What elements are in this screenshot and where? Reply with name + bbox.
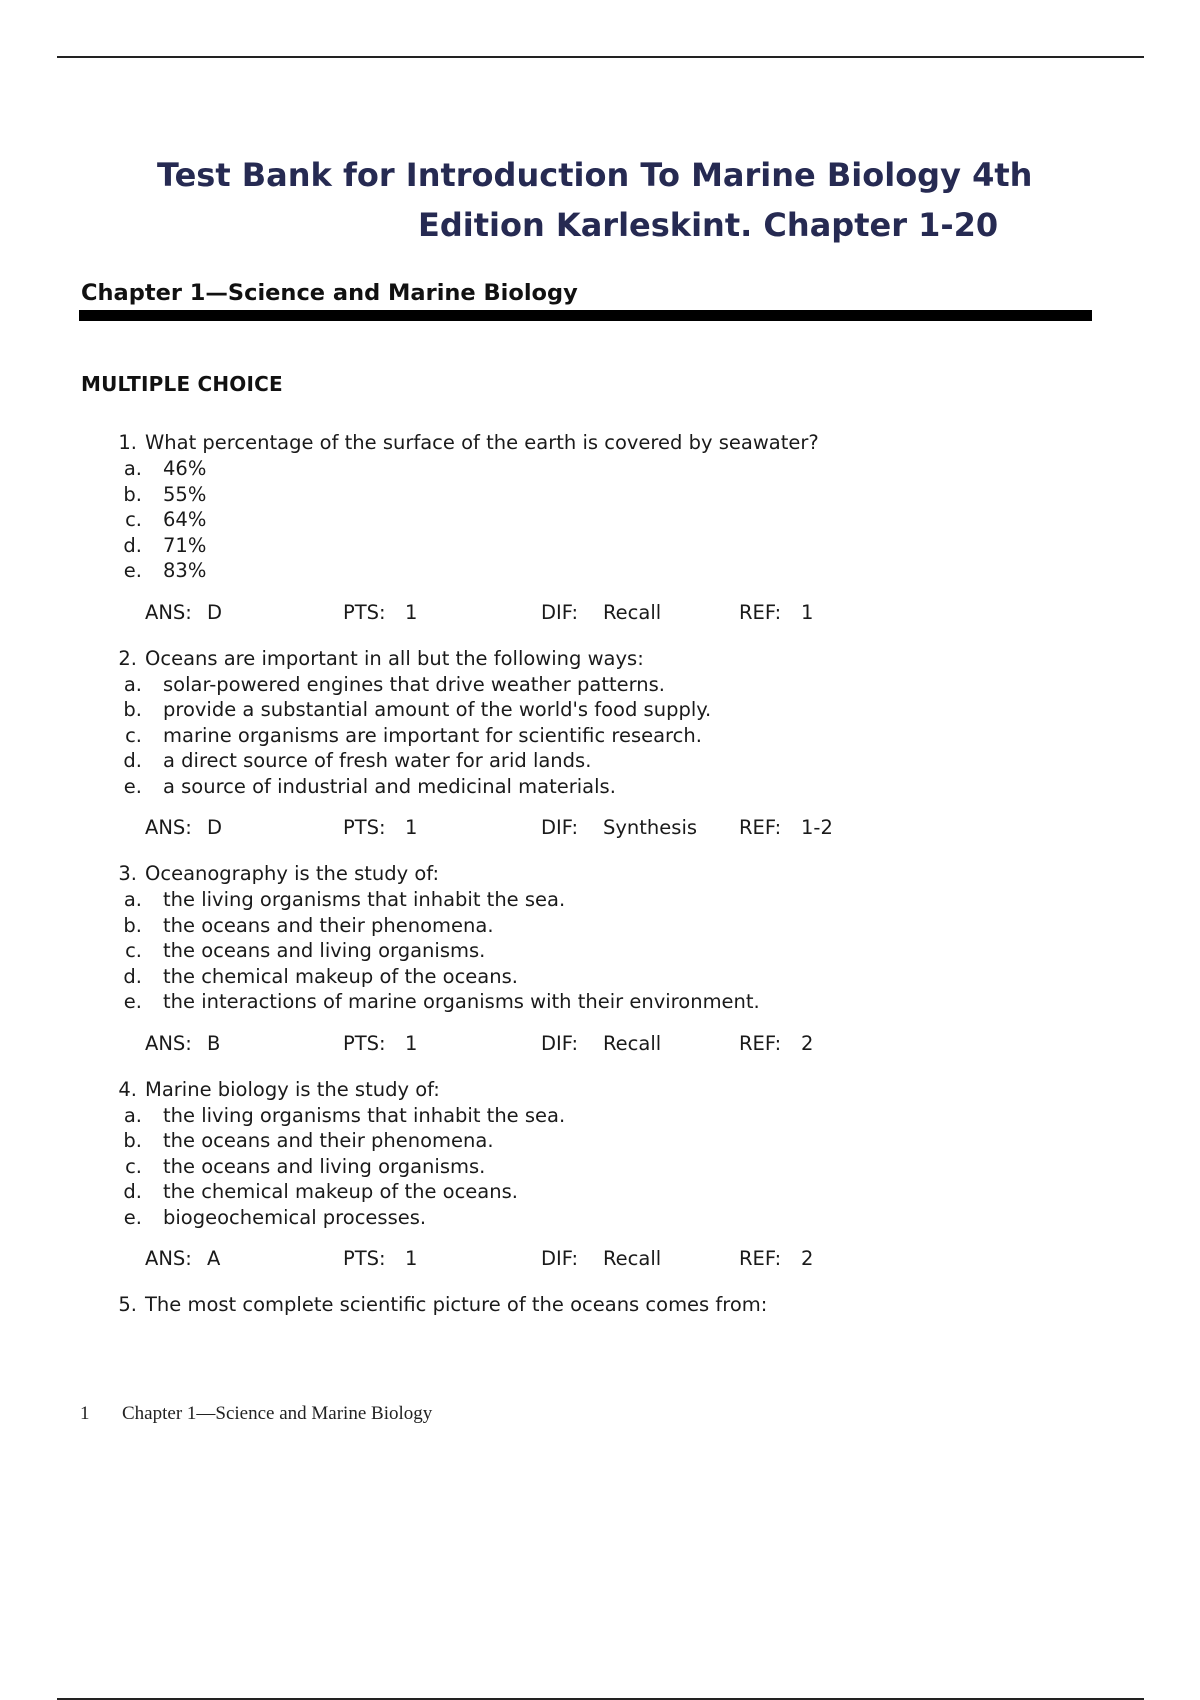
answer-options — [0, 456, 1200, 584]
document-title — [0, 150, 1200, 250]
answer-meta — [0, 815, 1200, 841]
answer-options — [0, 887, 1200, 1015]
question-number: 3. — [118, 862, 137, 885]
points-label: PTS: — [343, 1031, 386, 1055]
option-letter: a. — [123, 1103, 142, 1127]
answer-key-value: B — [207, 1031, 221, 1055]
answer-key-value: D — [207, 816, 223, 839]
reference-value: 1 — [801, 600, 814, 624]
answer-option — [0, 558, 1200, 584]
question-text: What percentage of the surface of the earth is covered by seawater? — [145, 431, 819, 454]
answer-key-field — [145, 1246, 343, 1272]
points-label: PTS: — [343, 1247, 386, 1270]
option-letter: e. — [123, 990, 142, 1013]
option-text: the oceans and living organisms. — [163, 939, 486, 962]
option-letter: c. — [125, 723, 142, 747]
reference-label: REF: — [739, 600, 782, 624]
difficulty-label: DIF: — [541, 1031, 579, 1055]
points-value: 1 — [405, 600, 418, 624]
answer-option — [0, 697, 1200, 723]
answer-key-label: ANS: — [145, 816, 192, 839]
option-text: provide a substantial amount of the world's food supply. — [163, 698, 712, 721]
option-letter: b. — [123, 698, 142, 721]
answer-option — [0, 989, 1200, 1015]
title-line-2: Edition Karleskint. Chapter 1-20 — [418, 206, 999, 244]
answer-option — [0, 1154, 1200, 1180]
points-label: PTS: — [343, 816, 386, 839]
answer-option — [0, 456, 1200, 482]
option-text: biogeochemical processes. — [163, 1205, 427, 1229]
answer-key-label: ANS: — [145, 1247, 192, 1270]
question-stem — [0, 861, 1200, 887]
points-field — [343, 1031, 541, 1057]
difficulty-value: Recall — [603, 1247, 662, 1270]
difficulty-label: DIF: — [541, 1247, 579, 1270]
question-item — [0, 1292, 1200, 1318]
answer-option — [0, 1103, 1200, 1129]
points-label: PTS: — [343, 600, 386, 624]
option-letter: e. — [123, 774, 142, 798]
question-number: 2. — [118, 646, 137, 670]
option-letter: c. — [125, 939, 142, 962]
question-stem — [0, 1292, 1200, 1318]
option-letter: c. — [125, 508, 142, 531]
option-text: 83% — [163, 559, 207, 582]
option-letter: d. — [123, 533, 142, 557]
question-text: Oceanography is the study of: — [145, 862, 440, 885]
reference-field — [739, 815, 937, 841]
difficulty-value: Synthesis — [603, 816, 698, 839]
option-letter: a. — [123, 888, 142, 911]
answer-option — [0, 1179, 1200, 1205]
question-number: 1. — [118, 431, 137, 454]
chapter-heading-bar — [79, 310, 1092, 321]
difficulty-field — [541, 600, 739, 626]
reference-label: REF: — [739, 816, 782, 839]
option-text: the living organisms that inhabit the sea. — [163, 888, 566, 911]
question-item — [0, 1077, 1200, 1273]
points-field — [343, 815, 541, 841]
option-text: the chemical makeup of the oceans. — [163, 1180, 518, 1203]
answer-option — [0, 1205, 1200, 1231]
chapter-heading: Chapter 1—Science and Marine Biology — [81, 280, 578, 306]
difficulty-label: DIF: — [541, 600, 579, 624]
option-letter: e. — [123, 559, 142, 582]
option-text: 64% — [163, 508, 207, 531]
option-letter: e. — [123, 1205, 142, 1229]
option-letter: d. — [123, 1180, 142, 1203]
option-letter: d. — [123, 749, 142, 772]
reference-field — [739, 1246, 937, 1272]
reference-value: 2 — [801, 1247, 814, 1270]
difficulty-field — [541, 815, 739, 841]
reference-label: REF: — [739, 1247, 782, 1270]
question-text: The most complete scientific picture of the oceans comes from: — [145, 1293, 768, 1316]
option-text: the oceans and living organisms. — [163, 1154, 486, 1178]
points-value: 1 — [405, 816, 418, 839]
reference-value: 1-2 — [801, 816, 833, 839]
answer-option — [0, 507, 1200, 533]
answer-option — [0, 723, 1200, 749]
title-line-1: Test Bank for Introduction To Marine Biology 4th — [157, 156, 1033, 194]
points-value: 1 — [405, 1031, 418, 1055]
option-text: 71% — [163, 533, 207, 557]
answer-option — [0, 1128, 1200, 1154]
option-text: the oceans and their phenomena. — [163, 913, 494, 937]
question-item — [0, 861, 1200, 1057]
reference-label: REF: — [739, 1031, 782, 1055]
option-letter: b. — [123, 913, 142, 937]
top-rule — [57, 56, 1144, 58]
answer-key-value: A — [207, 1247, 221, 1270]
option-letter: a. — [123, 672, 142, 696]
answer-key-label: ANS: — [145, 1031, 192, 1055]
answer-key-field — [145, 815, 343, 841]
question-list — [0, 430, 1200, 1338]
points-field — [343, 600, 541, 626]
answer-option — [0, 938, 1200, 964]
answer-option — [0, 533, 1200, 559]
answer-key-field — [145, 600, 343, 626]
reference-value: 2 — [801, 1031, 814, 1055]
difficulty-value: Recall — [603, 1031, 662, 1055]
option-letter: c. — [125, 1154, 142, 1178]
question-item — [0, 430, 1200, 626]
option-text: the oceans and their phenomena. — [163, 1129, 494, 1152]
answer-meta — [0, 1246, 1200, 1272]
option-text: a direct source of fresh water for arid lands. — [163, 749, 592, 772]
answer-option — [0, 482, 1200, 508]
answer-options — [0, 672, 1200, 800]
question-stem — [0, 1077, 1200, 1103]
answer-option — [0, 913, 1200, 939]
difficulty-field — [541, 1246, 739, 1272]
answer-option — [0, 887, 1200, 913]
question-item — [0, 646, 1200, 842]
answer-key-value: D — [207, 600, 223, 624]
page-footer — [80, 1403, 432, 1425]
points-field — [343, 1246, 541, 1272]
answer-meta — [0, 600, 1200, 626]
option-letter: a. — [123, 457, 142, 480]
reference-field — [739, 600, 937, 626]
answer-option — [0, 774, 1200, 800]
answer-option — [0, 964, 1200, 990]
question-number: 5. — [118, 1293, 137, 1316]
question-stem — [0, 430, 1200, 456]
running-title: Chapter 1—Science and Marine Biology — [122, 1403, 433, 1424]
difficulty-field — [541, 1031, 739, 1057]
option-text: a source of industrial and medicinal materials. — [163, 774, 616, 798]
answer-option — [0, 672, 1200, 698]
page-number: 1 — [80, 1403, 90, 1424]
answer-options — [0, 1103, 1200, 1231]
difficulty-label: DIF: — [541, 816, 579, 839]
answer-key-label: ANS: — [145, 600, 192, 624]
answer-key-field — [145, 1031, 343, 1057]
option-letter: d. — [123, 964, 142, 988]
option-text: solar-powered engines that drive weather patterns. — [163, 672, 666, 696]
option-text: 46% — [163, 457, 207, 480]
question-number: 4. — [118, 1077, 137, 1101]
option-letter: b. — [123, 1129, 142, 1152]
option-text: marine organisms are important for scientific research. — [163, 723, 702, 747]
answer-option — [0, 748, 1200, 774]
question-stem — [0, 646, 1200, 672]
difficulty-value: Recall — [603, 600, 662, 624]
answer-meta — [0, 1031, 1200, 1057]
points-value: 1 — [405, 1247, 418, 1270]
option-letter: b. — [123, 482, 142, 506]
question-text: Oceans are important in all but the following ways: — [145, 646, 644, 670]
option-text: 55% — [163, 482, 207, 506]
reference-field — [739, 1031, 937, 1057]
section-heading: MULTIPLE CHOICE — [81, 372, 283, 396]
option-text: the living organisms that inhabit the sea. — [163, 1103, 566, 1127]
option-text: the interactions of marine organisms with their environment. — [163, 990, 760, 1013]
option-text: the chemical makeup of the oceans. — [163, 964, 518, 988]
question-text: Marine biology is the study of: — [145, 1077, 440, 1101]
